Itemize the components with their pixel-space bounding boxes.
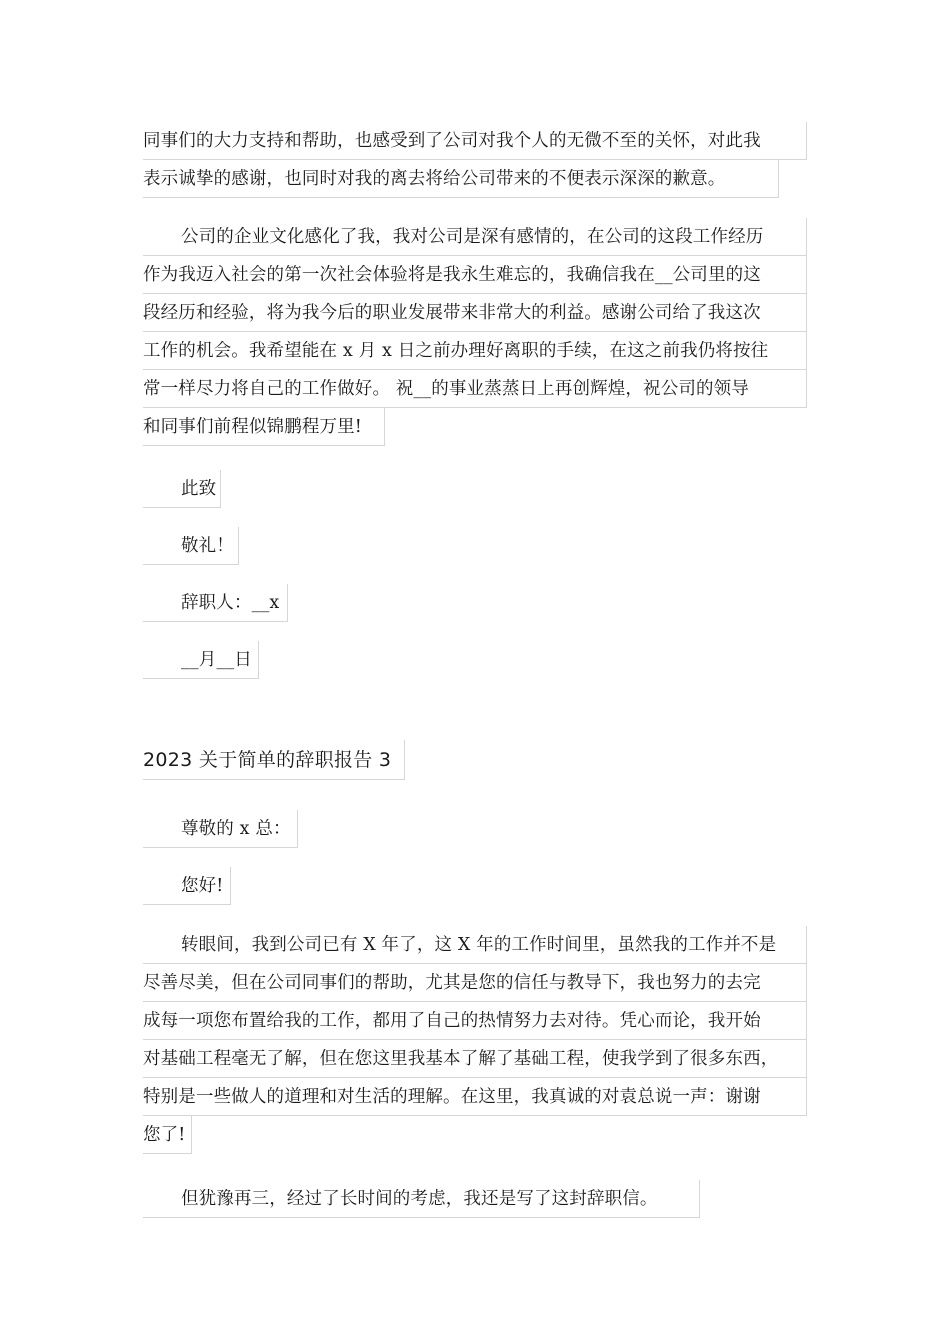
closing-regards <box>143 527 807 569</box>
section-heading <box>143 740 807 784</box>
signature <box>143 584 807 626</box>
text-line: 表示诚挚的感谢，也同时对我的离去将给公司带来的不便表示深深的歉意。 <box>143 160 779 198</box>
greeting-text: 尊敬的 x 总： <box>143 810 298 848</box>
text-line: 同事们的大力支持和帮助，也感受到了公司对我个人的无微不至的关怀，对此我 <box>143 122 807 160</box>
text-line: 尽善尽美，但在公司同事们的帮助，尤其是您的信任与教导下，我也努力的去完 <box>143 964 807 1002</box>
paragraph-thanks <box>143 122 807 202</box>
signature-text: 辞职人：__x <box>143 584 288 622</box>
hello <box>143 867 807 909</box>
text-line: 对基础工程毫无了解，但在您这里我基本了解了基础工程，使我学到了很多东西， <box>143 1040 807 1078</box>
greeting <box>143 810 807 852</box>
hello-text: 您好! <box>143 867 231 905</box>
closing-salute <box>143 470 807 512</box>
text-line: 成每一项您布置给我的工作，都用了自己的热情努力去对待。凭心而论，我开始 <box>143 1002 807 1040</box>
text-line: 段经历和经验，将为我今后的职业发展带来非常大的利益。感谢公司给了我这次 <box>143 294 807 332</box>
text-line: 和同事们前程似锦鹏程万里! <box>143 408 385 446</box>
date-text: __月__日 <box>143 641 259 679</box>
page-title: 2023 关于简单的辞职报告 3 <box>143 740 405 780</box>
salute-text: 此致 <box>143 470 221 508</box>
text-line: 特别是一些做人的道理和对生活的理解。在这里，我真诚的对袁总说一声：谢谢 <box>143 1078 807 1116</box>
text-line: 公司的企业文化感化了我，我对公司是深有感情的，在公司的这段工作经历 <box>143 218 807 256</box>
text-line: 常一样尽力将自己的工作做好。 祝__的事业蒸蒸日上再创辉煌，祝公司的领导 <box>143 370 807 408</box>
text-line: 作为我迈入社会的第一次社会体验将是我永生难忘的，我确信我在__公司里的这 <box>143 256 807 294</box>
paragraph-culture <box>143 218 807 450</box>
date <box>143 641 807 683</box>
paragraph-decision <box>143 1180 807 1222</box>
text-line: 工作的机会。我希望能在 x 月 x 日之前办理好离职的手续，在这之前我仍将按往 <box>143 332 807 370</box>
text-line: 但犹豫再三，经过了长时间的考虑，我还是写了这封辞职信。 <box>143 1180 700 1218</box>
text-line: 您了! <box>143 1116 192 1154</box>
text-line: 转眼间，我到公司已有 X 年了，这 X 年的工作时间里，虽然我的工作并不是 <box>143 926 807 964</box>
regards-text: 敬礼！ <box>143 527 239 565</box>
paragraph-experience <box>143 926 807 1158</box>
